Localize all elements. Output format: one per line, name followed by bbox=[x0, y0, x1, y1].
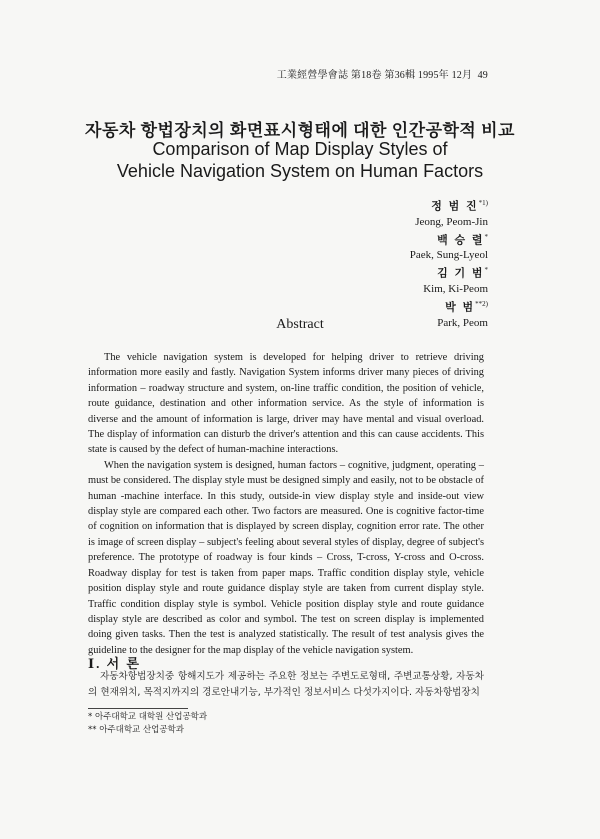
author-3-korean: 김 기 범* bbox=[437, 266, 488, 280]
abstract-body bbox=[88, 350, 484, 658]
title-korean: 자동차 항법장치의 화면표시형태에 대한 인간공학적 비교 bbox=[85, 121, 515, 140]
author-3-english: Kim, Ki-Peom bbox=[423, 282, 488, 295]
page-number: 49 bbox=[477, 70, 488, 81]
author-list bbox=[288, 196, 488, 331]
footnote-2: ** 아주대학교 산업공학과 bbox=[88, 725, 185, 735]
abstract-paragraph-1: The vehicle navigation system is developed for helping driver to retrieve driving information more easily and fastly. Navigation System informs driver many pieces of driving information – roadway structure and system, on-line traffic condition, the position of vehicle, route guidance, destination and other information service. As the style of information is diverse and the amount of information is large, driver may have mental and visual overload. The display of information can disturb the driver's attention and this can cause accidents. This state is caused by the defect of human-machine interactions. bbox=[88, 352, 484, 456]
author-1-korean: 정 범 진$^{*1)}$ bbox=[431, 199, 488, 213]
introduction-paragraph: 자동차항법장치중 항해지도가 제공하는 주요한 정보는 주변도로형태, 주변교통상황, 자동차의 현재위치, 목적지까지의 경로안내기능, 부가적인 정보서비스 다섯가지이다. 자동차항법장치 bbox=[88, 671, 484, 698]
introduction-body bbox=[88, 669, 484, 700]
author-2-english: Paek, Sung-Lyeol bbox=[409, 249, 488, 262]
journal-info: 工業經營學會誌 第18卷 第36輯 1995年 12月 bbox=[276, 70, 473, 81]
footnote-1: * 아주대학교 대학원 산업공학과 bbox=[88, 712, 208, 722]
abstract-paragraph-2: When the navigation system is designed, human factors – cognitive, judgment, operating – must be considered. The display style must be designed simply and easily, not to be obstacle of human -machine interface. In this study, outside-in view display style and inside-out view display style are compared each other. Two factors are measured. One is cognitive factor-time of cognition on information that is displayed by screen display, cognition error rate. The other is image of screen display – subject's feeling about several styles of display, degree of subject's preference. The prototype of roadway is four kinds – Cross, T-cross, Y-cross and O-cross. Roadway display for test is taken from paper maps. Traffic condition display style, vehicle position display style and route guidance display style are taken from current display style. Traffic condition display style is symbol. Vehicle position display style and route guidance display style are described as color and symbol. The test on screen display is implemented doing given tasks. Then the test is analyzed statistically. The result of test analysis gives the guideline to the designer for the map display of the vehicle navigation system. bbox=[88, 459, 484, 656]
abstract-heading: Abstract bbox=[276, 317, 324, 332]
section-heading-introduction: Ⅰ. 서 론 bbox=[88, 656, 141, 671]
author-1-english: Jeong, Peom-Jin bbox=[415, 215, 488, 228]
running-header bbox=[277, 66, 488, 81]
author-4-korean: 박 범$^{**2)}$ bbox=[445, 299, 488, 314]
author-4-mark: **2) bbox=[475, 299, 488, 308]
author-3-mark: * bbox=[484, 266, 488, 275]
footnotes bbox=[88, 711, 207, 737]
title-english-line1: Comparison of Map Display Styles of bbox=[152, 139, 448, 159]
title-english-line2: Vehicle Navigation System on Human Factors bbox=[116, 161, 484, 181]
footnote-divider bbox=[88, 708, 188, 709]
author-4-english: Park, Peom bbox=[437, 316, 488, 329]
author-1-mark: *1) bbox=[478, 199, 488, 207]
author-2-korean: 백 승 렬* bbox=[437, 232, 488, 247]
author-2-mark: * bbox=[484, 232, 488, 241]
